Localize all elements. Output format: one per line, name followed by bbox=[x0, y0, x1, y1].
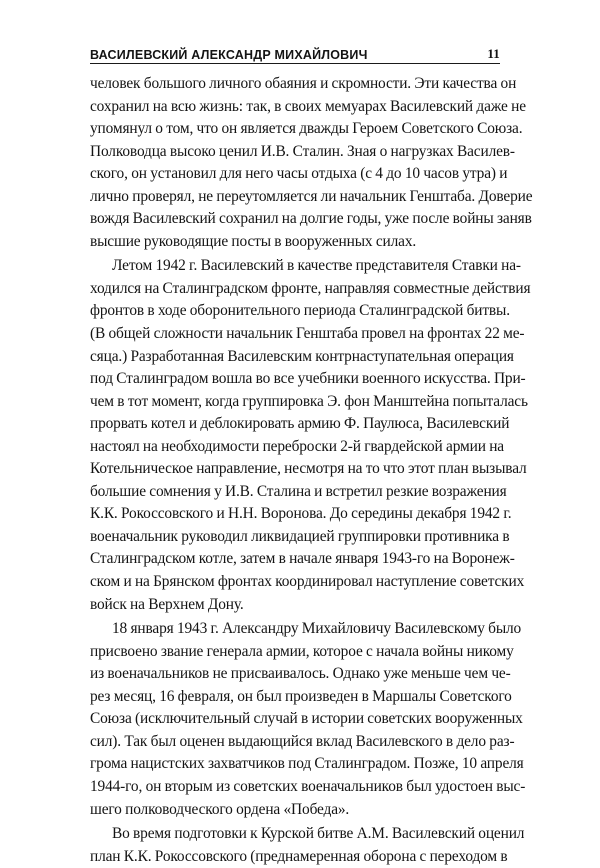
text-line: шего полководческого ордена «Победа». bbox=[90, 800, 350, 818]
text-line: Союза (исключительный случай в истории советских вооруженных bbox=[90, 710, 523, 728]
text-line: Котельническое направление, несмотря на то что этот план вызывал bbox=[90, 460, 527, 478]
paragraph bbox=[90, 618, 526, 821]
paragraph bbox=[90, 255, 531, 616]
text-line: Во время подготовки к Курской битве А.М. Василевский оценил bbox=[112, 825, 525, 843]
text-line: ходился на Сталинградском фронте, направляя совместные действия bbox=[90, 279, 531, 297]
text-line: упомянул о том, что он является дважды Героем Советского Союза. bbox=[90, 120, 523, 138]
text-line: под Сталинградом вошла во все учебники военного искусства. При- bbox=[90, 370, 526, 388]
page-number: 11 bbox=[487, 46, 500, 61]
text-line: высшие руководящие посты в вооруженных силах. bbox=[90, 232, 417, 250]
text-line: большие сомнения у И.В. Сталина и встретил резкие возражения bbox=[90, 482, 507, 500]
text-line: военачальник руководил ликвидацией группировки противника в bbox=[90, 527, 510, 545]
text-line: прорвать котел и деблокировать армию Ф. Паулюса, Василевский bbox=[90, 415, 510, 433]
text-line: 1944-го, он вторым из советских военачальников был удостоен выс- bbox=[90, 777, 526, 795]
text-line: (В общей сложности начальник Генштаба провел на фронтах 22 ме- bbox=[90, 325, 525, 343]
text-line: сохранил на всю жизнь: так, в своих мемуарах Василевский даже не bbox=[90, 97, 526, 115]
running-head bbox=[90, 40, 500, 62]
text-line: чем в тот момент, когда группировка Э. фон Манштейна попыталась bbox=[90, 392, 528, 410]
text-line: Полководца высоко ценил И.В. Сталин. Зная о нагрузках Василев- bbox=[90, 142, 515, 160]
text-line: фронтов в ходе оборонительного периода Сталинградской битвы. bbox=[90, 302, 510, 320]
paragraph bbox=[90, 73, 533, 253]
text-line: из военачальников не присваивалось. Однако уже меньше чем че- bbox=[90, 665, 511, 683]
running-title: ВАСИЛЕВСКИЙ АЛЕКСАНДР МИХАЙЛОВИЧ bbox=[90, 48, 368, 62]
text-line: план К.К. Рокоссовского (преднамеренная оборона с переходом в bbox=[90, 847, 508, 865]
text-line: ского, он установил для него часы отдыха (с 4 до 10 часов утра) и bbox=[90, 165, 508, 183]
text-line: 18 января 1943 г. Александру Михайловичу Василевскому было bbox=[112, 620, 522, 638]
text-line: сяца.) Разработанная Василевским контрнаступательная операция bbox=[90, 347, 514, 365]
header-rule bbox=[90, 63, 500, 64]
text-line: человек большого личного обаяния и скромности. Эти качества он bbox=[90, 75, 517, 92]
text-line: присвоено звание генерала армии, которое с начала войны никому bbox=[90, 642, 514, 660]
text-line: вождя Василевский сохранил на долгие годы, уже после войны заняв bbox=[90, 210, 532, 228]
text-line: настоял на необходимости переброски 2-й гвардейской армии на bbox=[90, 437, 504, 455]
text-line: сил). Так был оценен выдающийся вклад Василевского в дело раз- bbox=[90, 732, 515, 750]
text-line: войск на Верхнем Дону. bbox=[90, 595, 244, 613]
text-line: ском и на Брянском фронтах координировал наступление советских bbox=[90, 573, 525, 591]
text-line: Сталинградском котле, затем в начале января 1943-го на Воронеж- bbox=[90, 550, 515, 568]
text-line: грома нацистских захватчиков под Сталинградом. Позже, 10 апреля bbox=[90, 755, 524, 773]
text-line: рез месяц, 16 февраля, он был произведен в Маршалы Советского bbox=[90, 687, 512, 705]
paragraph bbox=[90, 823, 525, 868]
body-text bbox=[90, 73, 533, 868]
text-line: К.К. Рокоссовского и Н.Н. Воронова. До середины декабря 1942 г. bbox=[90, 505, 512, 523]
text-line: Летом 1942 г. Василевский в качестве представителя Ставки на- bbox=[112, 257, 521, 275]
text-line: лично проверял, не переутомляется ли начальник Генштаба. Доверие bbox=[90, 187, 533, 205]
